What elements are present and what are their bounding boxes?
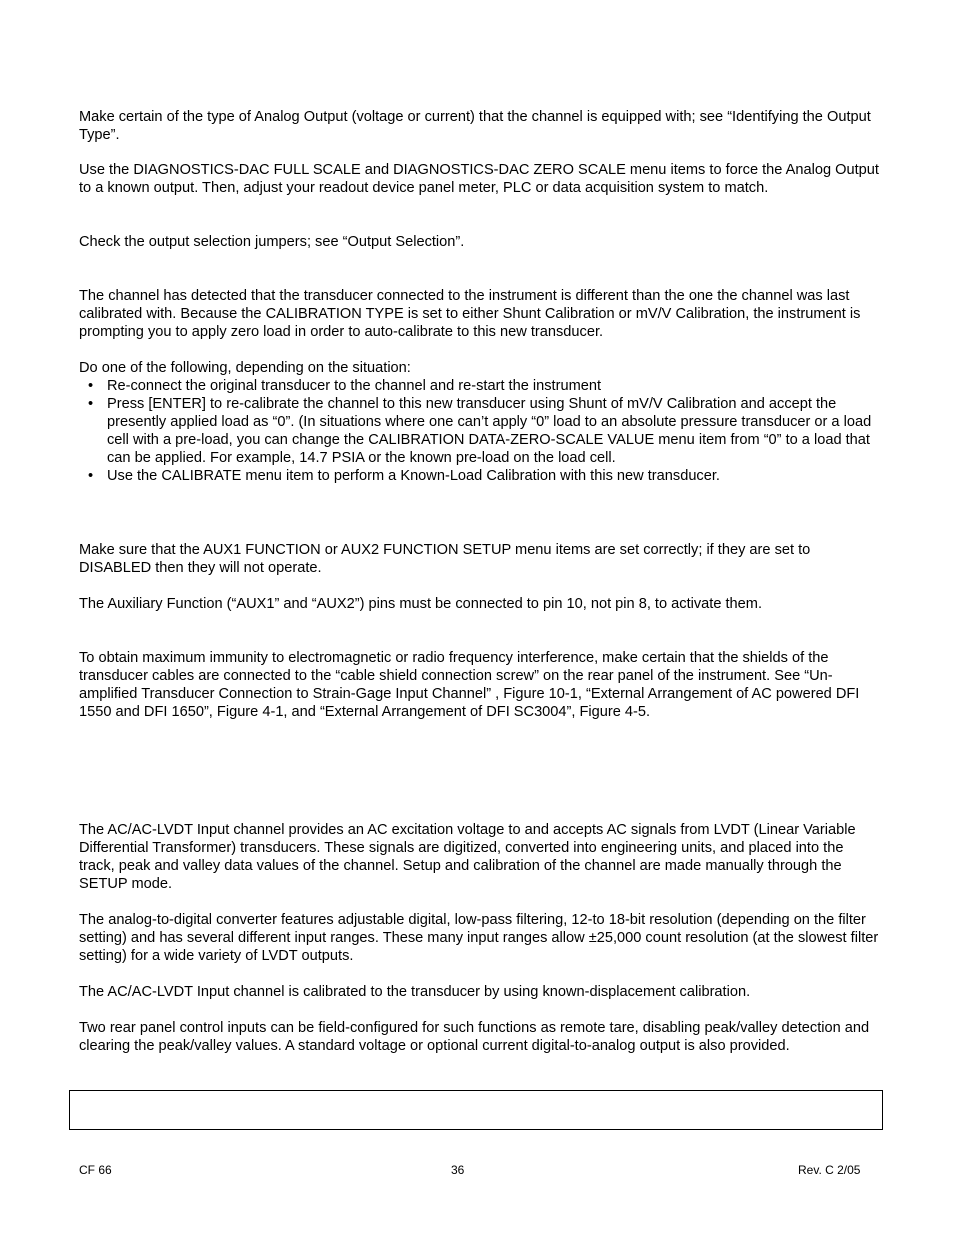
paragraph-aux-function-setup: Make sure that the AUX1 FUNCTION or AUX2 FUNCTION SETUP menu items are set correctly; if they are set to DISABLED then they will not operate. [79,542,811,576]
paragraph-cable-shield: To obtain maximum immunity to electromagnetic or radio frequency interference, make certain that the shields of the transducer cables are connected to the “cable shield connection screw” on the rear panel of the instrument. See “Un-amplified Transducer Connection to Strain-Gage Input Channel” , Figure 10-1, “External Arrangement of AC powered DFI 1550 and DFI 1650”, Figure 4-1, and “External Arrangement of DFI SC3004”, Figure 4-5. [79,650,860,720]
paragraph-do-one-of: Do one of the following, depending on the situation: [79,360,411,376]
list-item-text: Press [ENTER] to re-calibrate the channel to this new transducer using Shunt of mV/V Calibration and accept the presently applied load as “0”. (In situations where one can’t apply “0” load to an absolute pressure transducer or a load cell with a pre-load, you can change the CALIBRATION DATA-ZERO-SCALE VALUE menu item from “0” to a load that can be applied. For example, 14.7 PSIA or the known pre-load on the load cell. [107,396,872,466]
list-item-text: Re-connect the original transducer to the channel and re-start the instrument [107,378,602,394]
paragraph-diagnostics-dac: Use the DIAGNOSTICS-DAC FULL SCALE and DIAGNOSTICS-DAC ZERO SCALE menu items to force the Analog Output to a known output. Then, adjust your readout device panel meter, PLC or data acquisition system to match. [79,162,879,196]
paragraph-output-jumpers: Check the output selection jumpers; see “Output Selection”. [79,234,465,250]
list-item-text: Use the CALIBRATE menu item to perform a Known-Load Calibration with this new transducer. [107,468,720,484]
paragraph-calibration: The AC/AC-LVDT Input channel is calibrated to the transducer by using known-displacement calibration. [79,984,751,1000]
footer-page-number: 36 [451,1163,465,1177]
paragraph-control-inputs: Two rear panel control inputs can be field-configured for such functions as remote tare, disabling peak/valley detection and clearing the peak/valley values. A standard voltage or optional current digital-to-analog output is also provided. [79,1020,870,1054]
bullet-list [79,377,879,485]
bullet-icon: • [88,396,94,412]
list-item [79,377,879,395]
paragraph-adc-features: The analog-to-digital converter features adjustable digital, low-pass filtering, 12-to 18-bit resolution (depending on the filter setting) and has several different input ranges. These many input ranges allow ±25,000 count resolution (at the slowest filter setting) for a wide variety of LVDT outputs. [79,912,879,964]
list-item [79,467,879,485]
paragraph-lvdt-overview: The AC/AC-LVDT Input channel provides an AC excitation voltage to and accepts AC signals from LVDT (Linear Variable Differential Transformer) transducers. These signals are digitized, converted into engineering units, and placed into the track, peak and valley data values of the channel. Setup and calibration of the channel are made manually through the SETUP mode. [79,822,856,892]
footer-revision: Rev. C 2/05 [798,1163,861,1177]
footer-document-id: CF 66 [79,1163,112,1177]
paragraph-aux-pins: The Auxiliary Function (“AUX1” and “AUX2”) pins must be connected to pin 10, not pin 8, to activate them. [79,596,763,612]
paragraph-analog-output-type: Make certain of the type of Analog Output (voltage or current) that the channel is equipped with; see “Identifying the Output Type”. [79,109,871,143]
paragraph-transducer-detected: The channel has detected that the transducer connected to the instrument is different than the one the channel was last calibrated with. Because the CALIBRATION TYPE is set to either Shunt Calibration or mV/V Calibration, the instrument is prompting you to apply zero load in order to auto-calibrate to this new transducer. [79,288,861,340]
bullet-icon: • [88,468,94,484]
list-item [79,395,879,467]
empty-note-box [69,1090,883,1130]
bullet-icon: • [88,378,94,394]
